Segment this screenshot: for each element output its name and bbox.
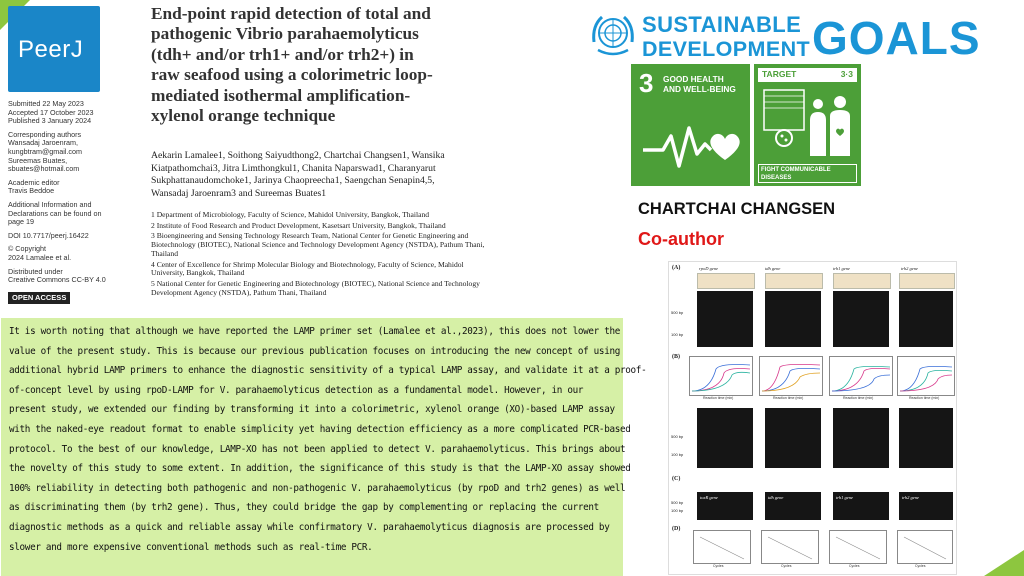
body-text-box (1, 318, 647, 576)
additional-info-line: Additional Information and (8, 199, 92, 209)
panel-label-a: (A) (672, 265, 681, 271)
sdg3-label (663, 74, 736, 94)
amplification-plot (829, 356, 893, 396)
body-text-line: additional hybrid LAMP primers to enhance the diagnostic sensitivity of a typical LAMP assay, and validate it at a proof- (9, 365, 647, 377)
heartbeat-heart-icon (641, 114, 741, 178)
corresponding-author-line: Sureemas Buates, (8, 155, 68, 165)
corresponding-author-line: kungbtram@gmail.com (8, 146, 83, 156)
axis-label: Cycles (915, 564, 926, 568)
license-line: Creative Commons CC-BY 4.0 (8, 275, 106, 285)
academic-editor-heading: Academic editor (8, 177, 60, 187)
standard-curve-plot (897, 530, 953, 564)
affiliation-line: 2 Institute of Food Research and Product Development, Kasetsart University, Bangkok, Thailand (151, 220, 446, 230)
academic-editor-name: Travis Beddoe (8, 186, 55, 196)
target-caption-line: FIGHT COMMUNICABLE (761, 167, 831, 173)
person-role: Co-author (638, 229, 724, 249)
affiliation-line: University, Bangkok, Thailand (151, 268, 245, 278)
body-text-line: diagnostic methods as a quick and reliable assay while confirmatory V. parahaemolyticus diagnosis are processed by (9, 521, 610, 533)
amplification-curves (760, 357, 822, 395)
body-text-line: the novelty of this study to some extent. In addition, the significance of this study is that the LAMP-XO assay showed (9, 463, 631, 475)
affiliation-item (151, 232, 551, 258)
panel-label-c: (C) (672, 476, 681, 482)
sdg3-number: 3 (639, 68, 654, 98)
gel-gene-label: trh2 gene (902, 495, 920, 500)
paper-title-line: mediated isothermal amplification- (151, 85, 411, 105)
author-line: Aekarin Lamalee1, Soithong Saiyudthong2, Chartchai Changsen1, Wansika (151, 150, 445, 161)
peerj-logo-text: PeerJ (18, 36, 84, 63)
research-figure (668, 261, 957, 575)
tube-strip-image (697, 273, 755, 289)
body-text-line: slower and more expensive conventional methods such as real-time PCR. (9, 541, 373, 553)
published-date: Published 3 January 2024 (8, 116, 92, 126)
amplification-plot (897, 356, 955, 396)
paper-title-line: pathogenic Vibrio parahaemolyticus (151, 24, 419, 44)
gel-image (899, 408, 953, 468)
corresponding-authors-heading: Corresponding authors (8, 129, 82, 139)
tube-strip-image (899, 273, 955, 289)
tube-strip-image (833, 273, 891, 289)
gel-image (697, 492, 753, 520)
doi: DOI 10.7717/peerj.16422 (8, 230, 89, 240)
accepted-date: Accepted 17 October 2023 (8, 107, 94, 117)
gel-image (765, 291, 821, 347)
sdg-header (588, 8, 1018, 64)
sdg3-tile (631, 64, 750, 186)
affiliation-line: 4 Center of Excellence for Shrimp Molecular Biology and Biotechnology, Faculty of Science, Mahidol (151, 259, 464, 269)
copyright-line: © Copyright (8, 244, 47, 254)
affiliation-line: 1 Department of Microbiology, Faculty of Science, Mahidol University, Bangkok, Thailand (151, 210, 430, 219)
gel-image (833, 408, 889, 468)
author-line: Wansadaj Jaroenram3 and Sureemas Buates1 (151, 187, 327, 199)
additional-info-line: page 19 (8, 217, 34, 227)
gene-label: trh2 gene (901, 266, 919, 271)
standard-curve-plot (829, 530, 887, 564)
axis-label: Cycles (781, 564, 792, 568)
affiliation-line: Thailand (151, 248, 178, 258)
body-text-line: of-concept level by using rpoD-LAMP for V. parahaemolyticus detection as a fundamental model. However, in our (9, 384, 584, 396)
gel-image (765, 492, 821, 520)
bp-label: 100 bp (671, 332, 684, 337)
amplification-curves (690, 357, 752, 395)
gene-label: tdh gene (765, 266, 781, 271)
affiliation-line: 5 National Center for Genetic Engineering and Biotechnology (BIOTEC), National Science and Technology (151, 278, 480, 288)
affiliation-item (151, 222, 551, 231)
sdg-title-line1: SUSTAINABLE (642, 12, 802, 37)
bp-label: 100 bp (671, 452, 684, 457)
affiliation-item (151, 261, 551, 278)
affiliation-line: Development Agency (NSTDA), Pathum Thani, Thailand (151, 287, 327, 297)
paper-title-line: xylenol orange technique (151, 106, 336, 126)
gene-label: trh1 gene (833, 266, 851, 271)
paper-title-line: (tdh+ and/or trh1+ and/or trh2+) in (151, 44, 414, 64)
body-text-line: present study, we extended our finding by transforming it into a colorimetric, xylenol orange (XO)-based LAMP assay (9, 404, 615, 416)
bp-label: 500 bp (671, 434, 684, 439)
author-line: Kiatpathomchai3, Jitra Limthongkul1, Chanita Naparswad1, Charanyarut (151, 162, 436, 174)
peerj-logo (8, 6, 100, 92)
corresponding-author-line: Wansadaj Jaroenram, (8, 138, 79, 148)
body-text-line: 100% reliability in detecting both pathogenic and non-pathogenic V. parahaemolyticus (by rpoD and trh2 genes) as well (9, 482, 626, 494)
affiliation-line: 3 Bioengineering and Sensing Technology Research Team, National Center for Genetic Engineering and (151, 231, 469, 241)
corresponding-author-line: sbuates@hotmail.com (8, 164, 80, 174)
sdg-target-tile (754, 64, 861, 186)
gene-label: rpoD gene (699, 266, 719, 271)
submitted-date: Submitted 22 May 2023 (8, 99, 84, 108)
gel-gene-label: tdh gene (768, 495, 784, 500)
person-name: CHARTCHAI CHANGSEN (638, 200, 836, 218)
fight-communicable-diseases-icon (760, 86, 855, 160)
amplification-plot (689, 356, 753, 396)
body-text-line: It is worth noting that although we have reported the LAMP primer set (Lamalee et al.,2023), this does not lower the (9, 326, 620, 337)
body-text-line: as discriminating them (by trh2 gene). Thus, they could bridge the gap by complementing or replacing the current (9, 502, 599, 514)
gel-image (833, 492, 889, 520)
affiliation-line: Biotechnology (BIOTEC), National Science and Technology Development Agency (NSTDA), Pathum Thani, (151, 240, 485, 250)
amplification-curves (830, 357, 892, 395)
paper-title-line: End-point rapid detection of total and (151, 4, 431, 23)
axis-label: Cycles (713, 564, 724, 568)
additional-info-line: Declarations can be found on (8, 208, 102, 218)
article-metadata (8, 100, 126, 304)
sdg3-label-line: AND WELL-BEING (663, 84, 736, 94)
open-access-badge: OPEN ACCESS (8, 292, 70, 305)
axis-label: Reaction time (min) (909, 396, 940, 400)
standard-curve-plot (693, 530, 751, 564)
author-list (151, 150, 511, 200)
gel-image (833, 291, 889, 347)
gel-image (697, 291, 753, 347)
affiliation-item (151, 280, 551, 297)
target-caption-line: DISEASES (761, 175, 792, 181)
tube-strip-image (765, 273, 823, 289)
slide-accent-bottom-right (984, 550, 1024, 576)
axis-label: Reaction time (min) (703, 396, 734, 400)
gel-image (899, 492, 953, 520)
axis-label: Cycles (849, 564, 860, 568)
gel-gene-label: trh1 gene (836, 495, 854, 500)
gel-image (899, 291, 953, 347)
gel-image (765, 408, 821, 468)
bp-label: 100 bp (671, 508, 684, 513)
standard-curve-line (694, 531, 750, 563)
sdg3-label-line: GOOD HEALTH (663, 74, 724, 84)
affiliation-item (151, 211, 551, 220)
bp-label: 500 bp (671, 500, 684, 505)
standard-curve-line (830, 531, 886, 563)
panel-label-b: (B) (672, 354, 680, 360)
standard-curve-plot (761, 530, 819, 564)
body-text-line: with the naked-eye readout format to enable simplicity yet having detection efficiency as a more complicated PCR-based (9, 423, 631, 435)
target-caption (758, 164, 857, 183)
bp-label: 500 bp (671, 310, 684, 315)
affiliation-list (151, 211, 551, 299)
panel-label-d: (D) (672, 526, 681, 532)
author-line: Sukphattanaudomchoke1, Jarinya Chaopreecha1, Saengchan Senapin4,5, (151, 175, 435, 186)
un-emblem-icon (588, 12, 638, 58)
sdg-title-line2: DEVELOPMENT (642, 37, 811, 61)
axis-label: Reaction time (min) (843, 396, 874, 400)
gel-image (697, 408, 753, 468)
axis-label: Reaction time (min) (773, 396, 804, 400)
standard-curve-line (762, 531, 818, 563)
standard-curve-line (898, 531, 952, 563)
target-number: 3·3 (840, 69, 853, 79)
paper-title-line: raw seafood using a colorimetric loop- (151, 65, 433, 85)
copyright-line: 2024 Lamalee et al. (8, 252, 72, 262)
sdg-goals-wordmark: GOALS (812, 12, 981, 64)
paper-title (151, 4, 511, 126)
amplification-plot (759, 356, 823, 396)
license-line: Distributed under (8, 266, 63, 276)
gel-gene-label: toxR gene (700, 495, 718, 500)
target-label: TARGET (762, 69, 797, 79)
body-text-line: value of the present study. This is because our previous publication focuses on introducing the new concept of using (9, 345, 620, 357)
amplification-curves (898, 357, 954, 395)
target-badge (758, 68, 857, 82)
body-text-line: protocol. To the best of our knowledge, LAMP-XO has not been applied to detect V. parahaemolyticus. This brings about (9, 443, 626, 455)
